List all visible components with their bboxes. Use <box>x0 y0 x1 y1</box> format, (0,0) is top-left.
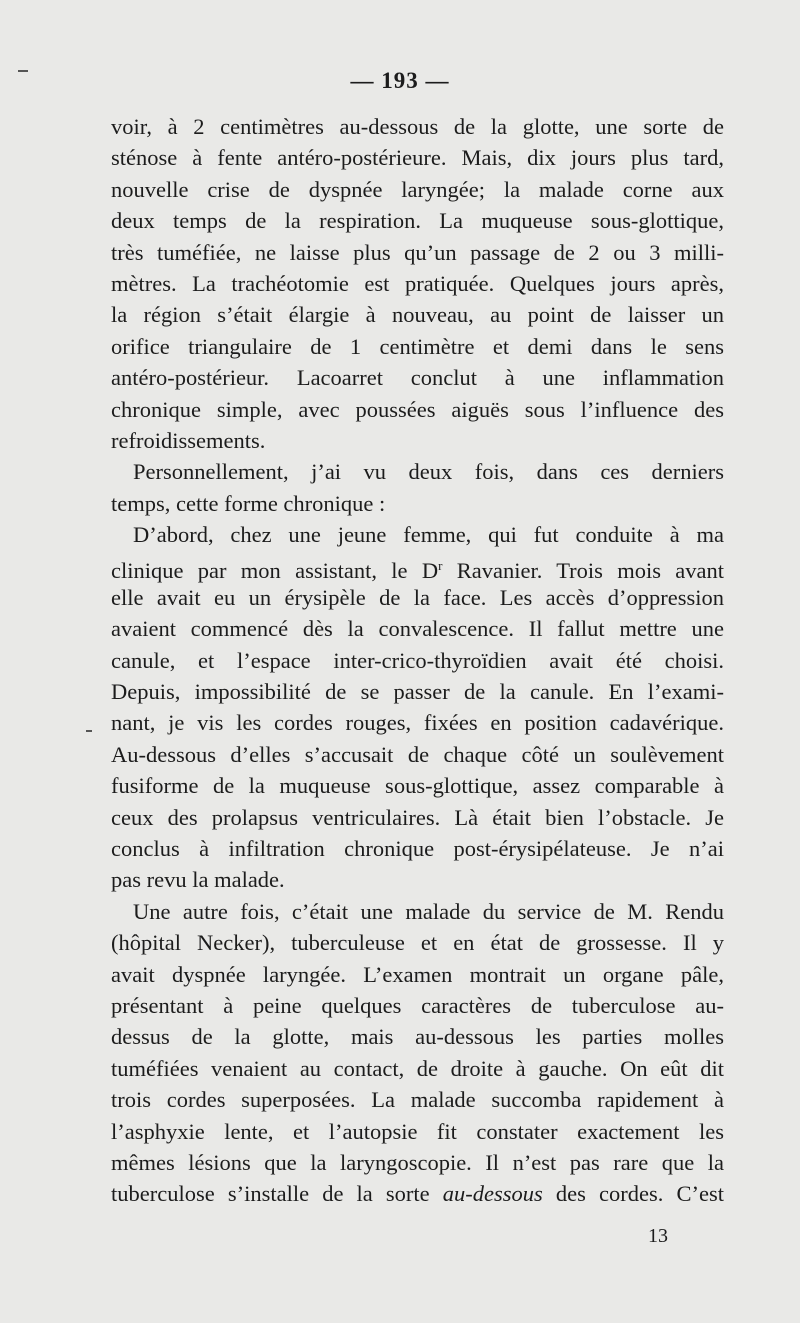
text-line: Au-dessous d’elles s’accusait de chaque côté un soulèvement <box>111 741 724 767</box>
signature-mark: 13 <box>648 1225 668 1247</box>
text-line: voir, à 2 centimètres au-dessous de la glotte, une sorte de <box>111 114 724 139</box>
text-line: Depuis, impossibilité de se passer de la canule. En l’exami- <box>111 679 724 705</box>
text-line: conclus à infiltration chronique post-érysipélateuse. Je n’ai <box>111 835 724 861</box>
text-line: Personnellement, j’ai vu deux fois, dans ces derniers <box>133 459 724 485</box>
text-line: Une autre fois, c’était une malade du service de M. Rendu <box>133 898 724 924</box>
text-line: nant, je vis les cordes rouges, fixées en position cadavérique. <box>111 710 724 736</box>
text-line: D’abord, chez une jeune femme, qui fut conduite à ma <box>133 522 724 548</box>
text-line <box>111 550 724 584</box>
italic-phrase: au-dessous <box>442 1181 543 1207</box>
line-fragment: Ravanier. Trois mois avant <box>442 558 724 584</box>
text-line: temps, cette forme chronique : <box>111 490 386 516</box>
text-line: refroidissements. <box>111 427 266 453</box>
text-line: sténose à fente antéro-postérieure. Mais, dix jours plus tard, <box>111 145 724 171</box>
text-line: antéro-postérieur. Lacoarret conclut à une inflammation <box>111 365 724 391</box>
margin-mark <box>86 730 92 732</box>
line-fragment: tuberculose s’installe de la sorte <box>111 1181 443 1207</box>
text-line <box>111 1178 724 1209</box>
text-line: la région s’était élargie à nouveau, au point de laisser un <box>111 302 724 328</box>
text-line: deux temps de la respiration. La muqueuse sous-glottique, <box>111 208 724 234</box>
text-line: chronique simple, avec poussées aiguës sous l’influence des <box>111 396 724 422</box>
text-line: avaient commencé dès la convalescence. Il fallut mettre une <box>111 616 724 642</box>
text-line: présentant à peine quelques caractères de tuberculose au- <box>111 992 724 1018</box>
text-line: orifice triangulaire de 1 centimètre et demi dans le sens <box>111 333 724 359</box>
text-line: avait dyspnée laryngée. L’examen montrait un organe pâle, <box>111 961 724 987</box>
text-line: mêmes lésions que la laryngoscopie. Il n’est pas rare que la <box>111 1149 724 1175</box>
text-line: trois cordes superposées. La malade succomba rapidement à <box>111 1087 724 1113</box>
text-line: nouvelle crise de dyspnée laryngée; la malade corne aux <box>111 176 724 202</box>
text-line: fusiforme de la muqueuse sous-glottique, assez comparable à <box>111 773 724 799</box>
text-line: très tuméfiée, ne laisse plus qu’un passage de 2 ou 3 milli- <box>111 239 724 265</box>
line-fragment: clinique par mon assistant, le D <box>111 558 439 584</box>
text-line: ceux des prolapsus ventriculaires. Là était bien l’obstacle. Je <box>111 804 724 830</box>
text-line: mètres. La trachéotomie est pratiquée. Quelques jours après, <box>111 270 724 296</box>
body-text <box>111 111 724 1210</box>
text-line: pas revu la malade. <box>111 867 285 893</box>
text-line: (hôpital Necker), tuberculeuse et en état de grossesse. Il y <box>111 930 724 956</box>
line-fragment: des cordes. C’est <box>542 1181 724 1207</box>
page-number: — 193 — <box>350 68 450 93</box>
text-line: elle avait eu un érysipèle de la face. Les accès d’oppression <box>111 584 724 610</box>
text-line: l’asphyxie lente, et l’autopsie fit constater exactement les <box>111 1118 724 1144</box>
text-line: canule, et l’espace inter-crico-thyroïdien avait été choisi. <box>111 647 724 673</box>
superscript: r <box>438 558 443 574</box>
text-line: dessus de la glotte, mais au-dessous les parties molles <box>111 1024 724 1050</box>
text-line: tuméfiées venaient au contact, de droite à gauche. On eût dit <box>111 1055 724 1081</box>
